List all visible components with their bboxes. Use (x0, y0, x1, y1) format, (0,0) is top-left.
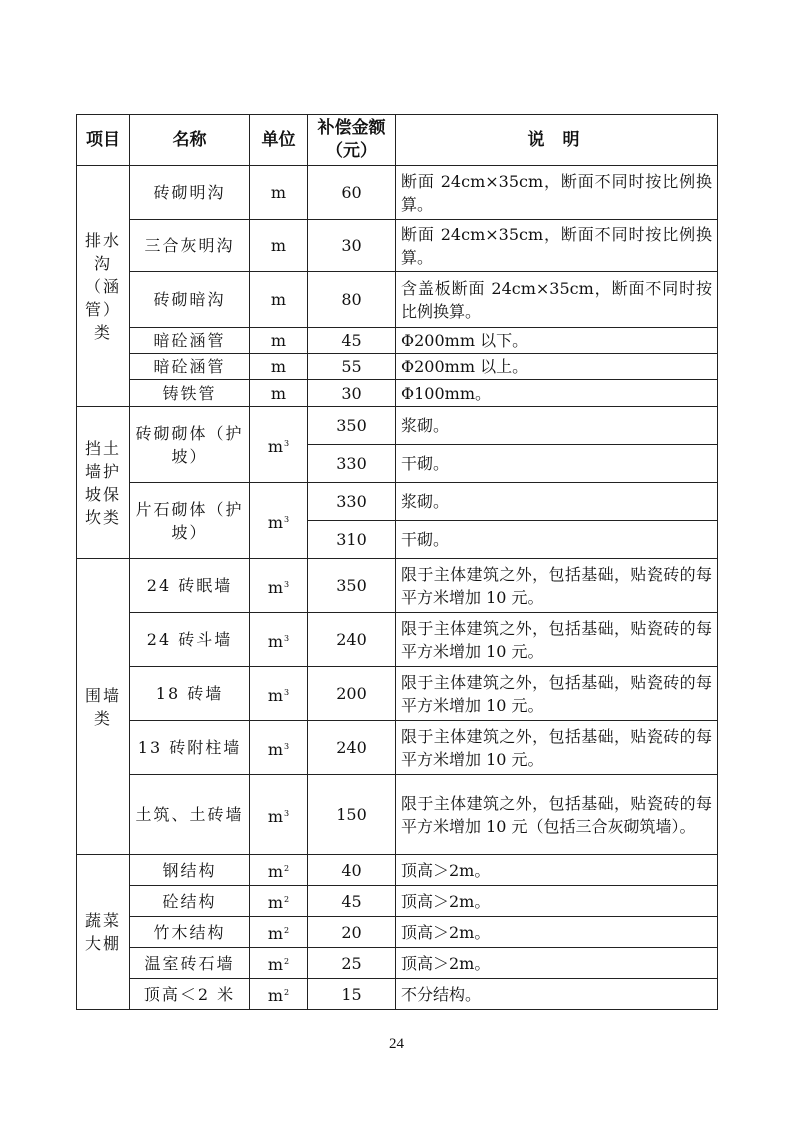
item-unit: $m^2$ (250, 886, 308, 917)
item-description: 不分结构。 (396, 979, 718, 1010)
item-name: 三合灰明沟 (130, 220, 250, 272)
item-amount: 30 (308, 380, 396, 407)
item-unit: $m^3$ (250, 483, 308, 559)
item-name: 片石砌体（护坡） (130, 483, 250, 559)
item-amount: 45 (308, 886, 396, 917)
item-amount: 15 (308, 979, 396, 1010)
item-name: 砼结构 (130, 886, 250, 917)
item-name: 砖砌砌体（护坡） (130, 407, 250, 483)
item-name: 钢结构 (130, 855, 250, 886)
table-row (77, 354, 718, 380)
header-item: 项目 (77, 115, 130, 166)
item-description: 干砌。 (396, 445, 718, 483)
item-unit: m (250, 272, 308, 328)
header-row (77, 115, 718, 166)
item-description: Φ200mm 以上。 (396, 354, 718, 380)
item-unit: $m^3$ (250, 775, 308, 855)
item-description: 限于主体建筑之外，包括基础，贴瓷砖的每平方米增加 10 元（包括三合灰砌筑墙）。 (396, 775, 718, 855)
item-amount: 60 (308, 166, 396, 220)
header-amount: 补偿金额（元） (308, 115, 396, 166)
item-amount: 45 (308, 328, 396, 354)
item-amount: 240 (308, 721, 396, 775)
table-row (77, 328, 718, 354)
item-amount: 310 (308, 521, 396, 559)
item-name: 顶高＜2 米 (130, 979, 250, 1010)
item-description: 断面 24cm×35cm，断面不同时按比例换算。 (396, 220, 718, 272)
table-row (77, 272, 718, 328)
item-description: 干砌。 (396, 521, 718, 559)
item-unit: $m^3$ (250, 559, 308, 613)
compensation-table (76, 114, 718, 1010)
item-unit: $m^3$ (250, 613, 308, 667)
item-name: 竹木结构 (130, 917, 250, 948)
item-amount: 350 (308, 559, 396, 613)
item-description: 限于主体建筑之外，包括基础，贴瓷砖的每平方米增加 10 元。 (396, 721, 718, 775)
item-unit: $m^3$ (250, 407, 308, 483)
table-row (77, 721, 718, 775)
item-unit: $m^3$ (250, 721, 308, 775)
item-name: 砖砌暗沟 (130, 272, 250, 328)
item-name: 土筑、土砖墙 (130, 775, 250, 855)
item-name: 24 砖斗墙 (130, 613, 250, 667)
item-description: 浆砌。 (396, 407, 718, 445)
item-unit: $m^2$ (250, 948, 308, 979)
item-amount: 25 (308, 948, 396, 979)
item-name: 暗砼涵管 (130, 354, 250, 380)
item-amount: 55 (308, 354, 396, 380)
item-unit: m (250, 380, 308, 407)
item-amount: 20 (308, 917, 396, 948)
header-unit: 单位 (250, 115, 308, 166)
item-description: 顶高＞2m。 (396, 855, 718, 886)
table-row (77, 917, 718, 948)
item-amount: 330 (308, 483, 396, 521)
table-row (77, 166, 718, 220)
item-description: 限于主体建筑之外，包括基础，贴瓷砖的每平方米增加 10 元。 (396, 613, 718, 667)
table-row (77, 483, 718, 521)
item-unit: $m^2$ (250, 855, 308, 886)
table-row (77, 407, 718, 445)
item-description: 顶高＞2m。 (396, 886, 718, 917)
table-row (77, 855, 718, 886)
table-row (77, 667, 718, 721)
item-name: 24 砖眠墙 (130, 559, 250, 613)
item-amount: 200 (308, 667, 396, 721)
item-description: 顶高＞2m。 (396, 948, 718, 979)
category-greenhouse: 蔬菜大棚 (77, 855, 130, 1010)
header-name: 名称 (130, 115, 250, 166)
item-name: 暗砼涵管 (130, 328, 250, 354)
item-description: 含盖板断面 24cm×35cm，断面不同时按比例换算。 (396, 272, 718, 328)
item-description: 限于主体建筑之外，包括基础，贴瓷砖的每平方米增加 10 元。 (396, 559, 718, 613)
item-name: 砖砌明沟 (130, 166, 250, 220)
table-row (77, 775, 718, 855)
item-description: Φ100mm。 (396, 380, 718, 407)
item-amount: 40 (308, 855, 396, 886)
item-name: 温室砖石墙 (130, 948, 250, 979)
table-row (77, 613, 718, 667)
page-number: 24 (389, 1036, 404, 1052)
category-retaining: 挡土墙护坡保坎类 (77, 407, 130, 559)
item-description: Φ200mm 以下。 (396, 328, 718, 354)
item-unit: $m^3$ (250, 667, 308, 721)
item-amount: 350 (308, 407, 396, 445)
item-name: 18 砖墙 (130, 667, 250, 721)
table-row (77, 220, 718, 272)
header-description: 说 明 (396, 115, 718, 166)
table-row (77, 979, 718, 1010)
item-unit: $m^2$ (250, 917, 308, 948)
table-row (77, 948, 718, 979)
item-amount: 330 (308, 445, 396, 483)
item-unit: m (250, 220, 308, 272)
item-unit: m (250, 166, 308, 220)
item-amount: 150 (308, 775, 396, 855)
item-description: 断面 24cm×35cm，断面不同时按比例换算。 (396, 166, 718, 220)
item-name: 13 砖附柱墙 (130, 721, 250, 775)
item-unit: m (250, 328, 308, 354)
table-row (77, 886, 718, 917)
category-wall: 围墙类 (77, 559, 130, 855)
item-unit: m (250, 354, 308, 380)
category-drainage: 排水沟（涵管）类 (77, 166, 130, 407)
item-unit: $m^2$ (250, 979, 308, 1010)
item-amount: 240 (308, 613, 396, 667)
item-description: 浆砌。 (396, 483, 718, 521)
item-description: 限于主体建筑之外，包括基础，贴瓷砖的每平方米增加 10 元。 (396, 667, 718, 721)
table-row (77, 380, 718, 407)
item-amount: 30 (308, 220, 396, 272)
item-name: 铸铁管 (130, 380, 250, 407)
item-amount: 80 (308, 272, 396, 328)
table-row (77, 559, 718, 613)
item-description: 顶高＞2m。 (396, 917, 718, 948)
